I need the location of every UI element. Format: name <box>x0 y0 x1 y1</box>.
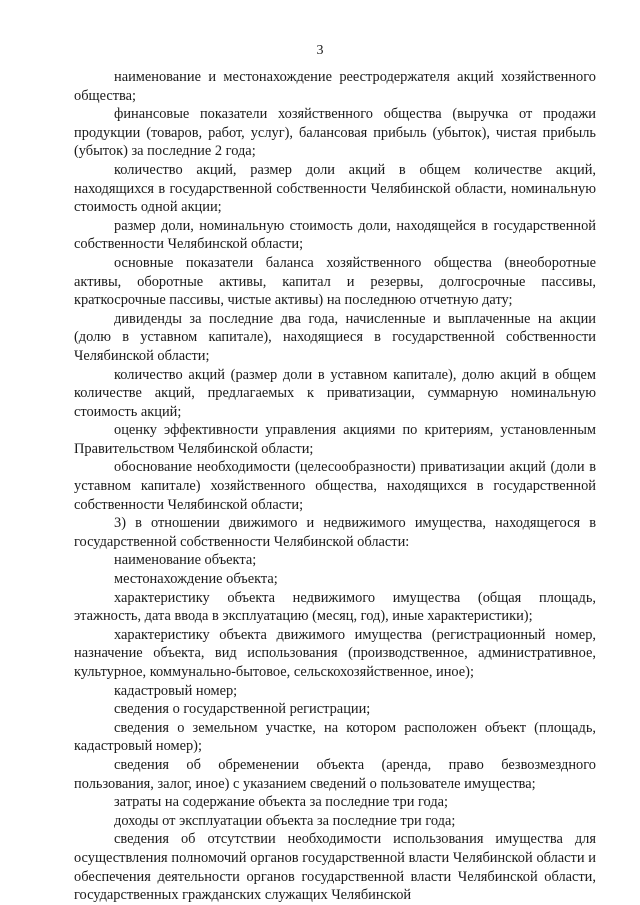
document-body <box>74 68 596 905</box>
paragraph: количество акций, размер доли акций в общем количестве акций, находящихся в государственной собственности Челябинской области, номинальную стоимость одной акции; <box>74 161 596 216</box>
paragraph: обоснование необходимости (целесообразности) приватизации акций (доли в уставном капитале) хозяйственного общества, находящихся в государственной собственности Челябинской области; <box>74 459 596 513</box>
paragraph: финансовые показатели хозяйственного общества (выручка от продажи продукции (товаров, работ, услуг), балансовая прибыль (убыток), чистая прибыль (убыток) за последние 2 года; <box>74 106 596 160</box>
paragraph: кадастровый номер; <box>114 682 238 699</box>
paragraph: местонахождение объекта; <box>114 571 278 588</box>
paragraph: характеристику объекта недвижимого имущества (общая площадь, этажность, дата ввода в эксплуатацию (месяц, год), иные характеристики); <box>74 589 596 625</box>
paragraph: сведения об отсутствии необходимости использования имущества для осуществления полномочий органов государственной власти Челябинской области и обеспечения деятельности органов государственной власти Челябинской области, государственных гражданских служащих Челябинской <box>74 831 596 904</box>
paragraph: сведения об обременении объекта (аренда, право безвозмездного пользования, залог, иное) с указанием сведений о пользователе имущества; <box>74 756 596 792</box>
page-number: 3 <box>316 43 324 58</box>
paragraph: характеристику объекта движимого имущества (регистрационный номер, назначение объекта, вид использования (производственное, административное, культурное, коммунально-бытовое, сельскохозяйственное, иное); <box>74 626 596 680</box>
paragraph: количество акций (размер доли в уставном капитале), долю акций в общем количестве акций, предлагаемых к приватизации, суммарную номинальную стоимость акций; <box>74 366 596 420</box>
paragraph: сведения о земельном участке, на котором расположен объект (площадь, кадастровый номер); <box>74 719 596 755</box>
paragraph: наименование объекта; <box>114 552 257 569</box>
paragraph: сведения о государственной регистрации; <box>114 701 371 718</box>
paragraph: затраты на содержание объекта за последние три года; <box>114 794 449 811</box>
paragraph: оценку эффективности управления акциями по критериям, установленным Правительством Челябинской области; <box>74 422 596 457</box>
paragraph: размер доли, номинальную стоимость доли, находящейся в государственной собственности Челябинской области; <box>74 217 596 253</box>
paragraph: основные показатели баланса хозяйственного общества (внеоборотные активы, оборотные активы, капитал и резервы, долгосрочные пассивы, краткосрочные пассивы, чистые активы) на последнюю отчетную дату; <box>74 254 596 309</box>
paragraph: наименование и местонахождение реестродержателя акций хозяйственного общества; <box>74 69 596 104</box>
paragraph: 3) в отношении движимого и недвижимого имущества, находящегося в государственной собственности Челябинской области: <box>74 515 596 550</box>
paragraph: доходы от эксплуатации объекта за последние три года; <box>114 812 456 829</box>
paragraph: дивиденды за последние два года, начисленные и выплаченные на акции (долю в уставном капитале), находящиеся в государственной собственности Челябинской области; <box>74 310 596 364</box>
